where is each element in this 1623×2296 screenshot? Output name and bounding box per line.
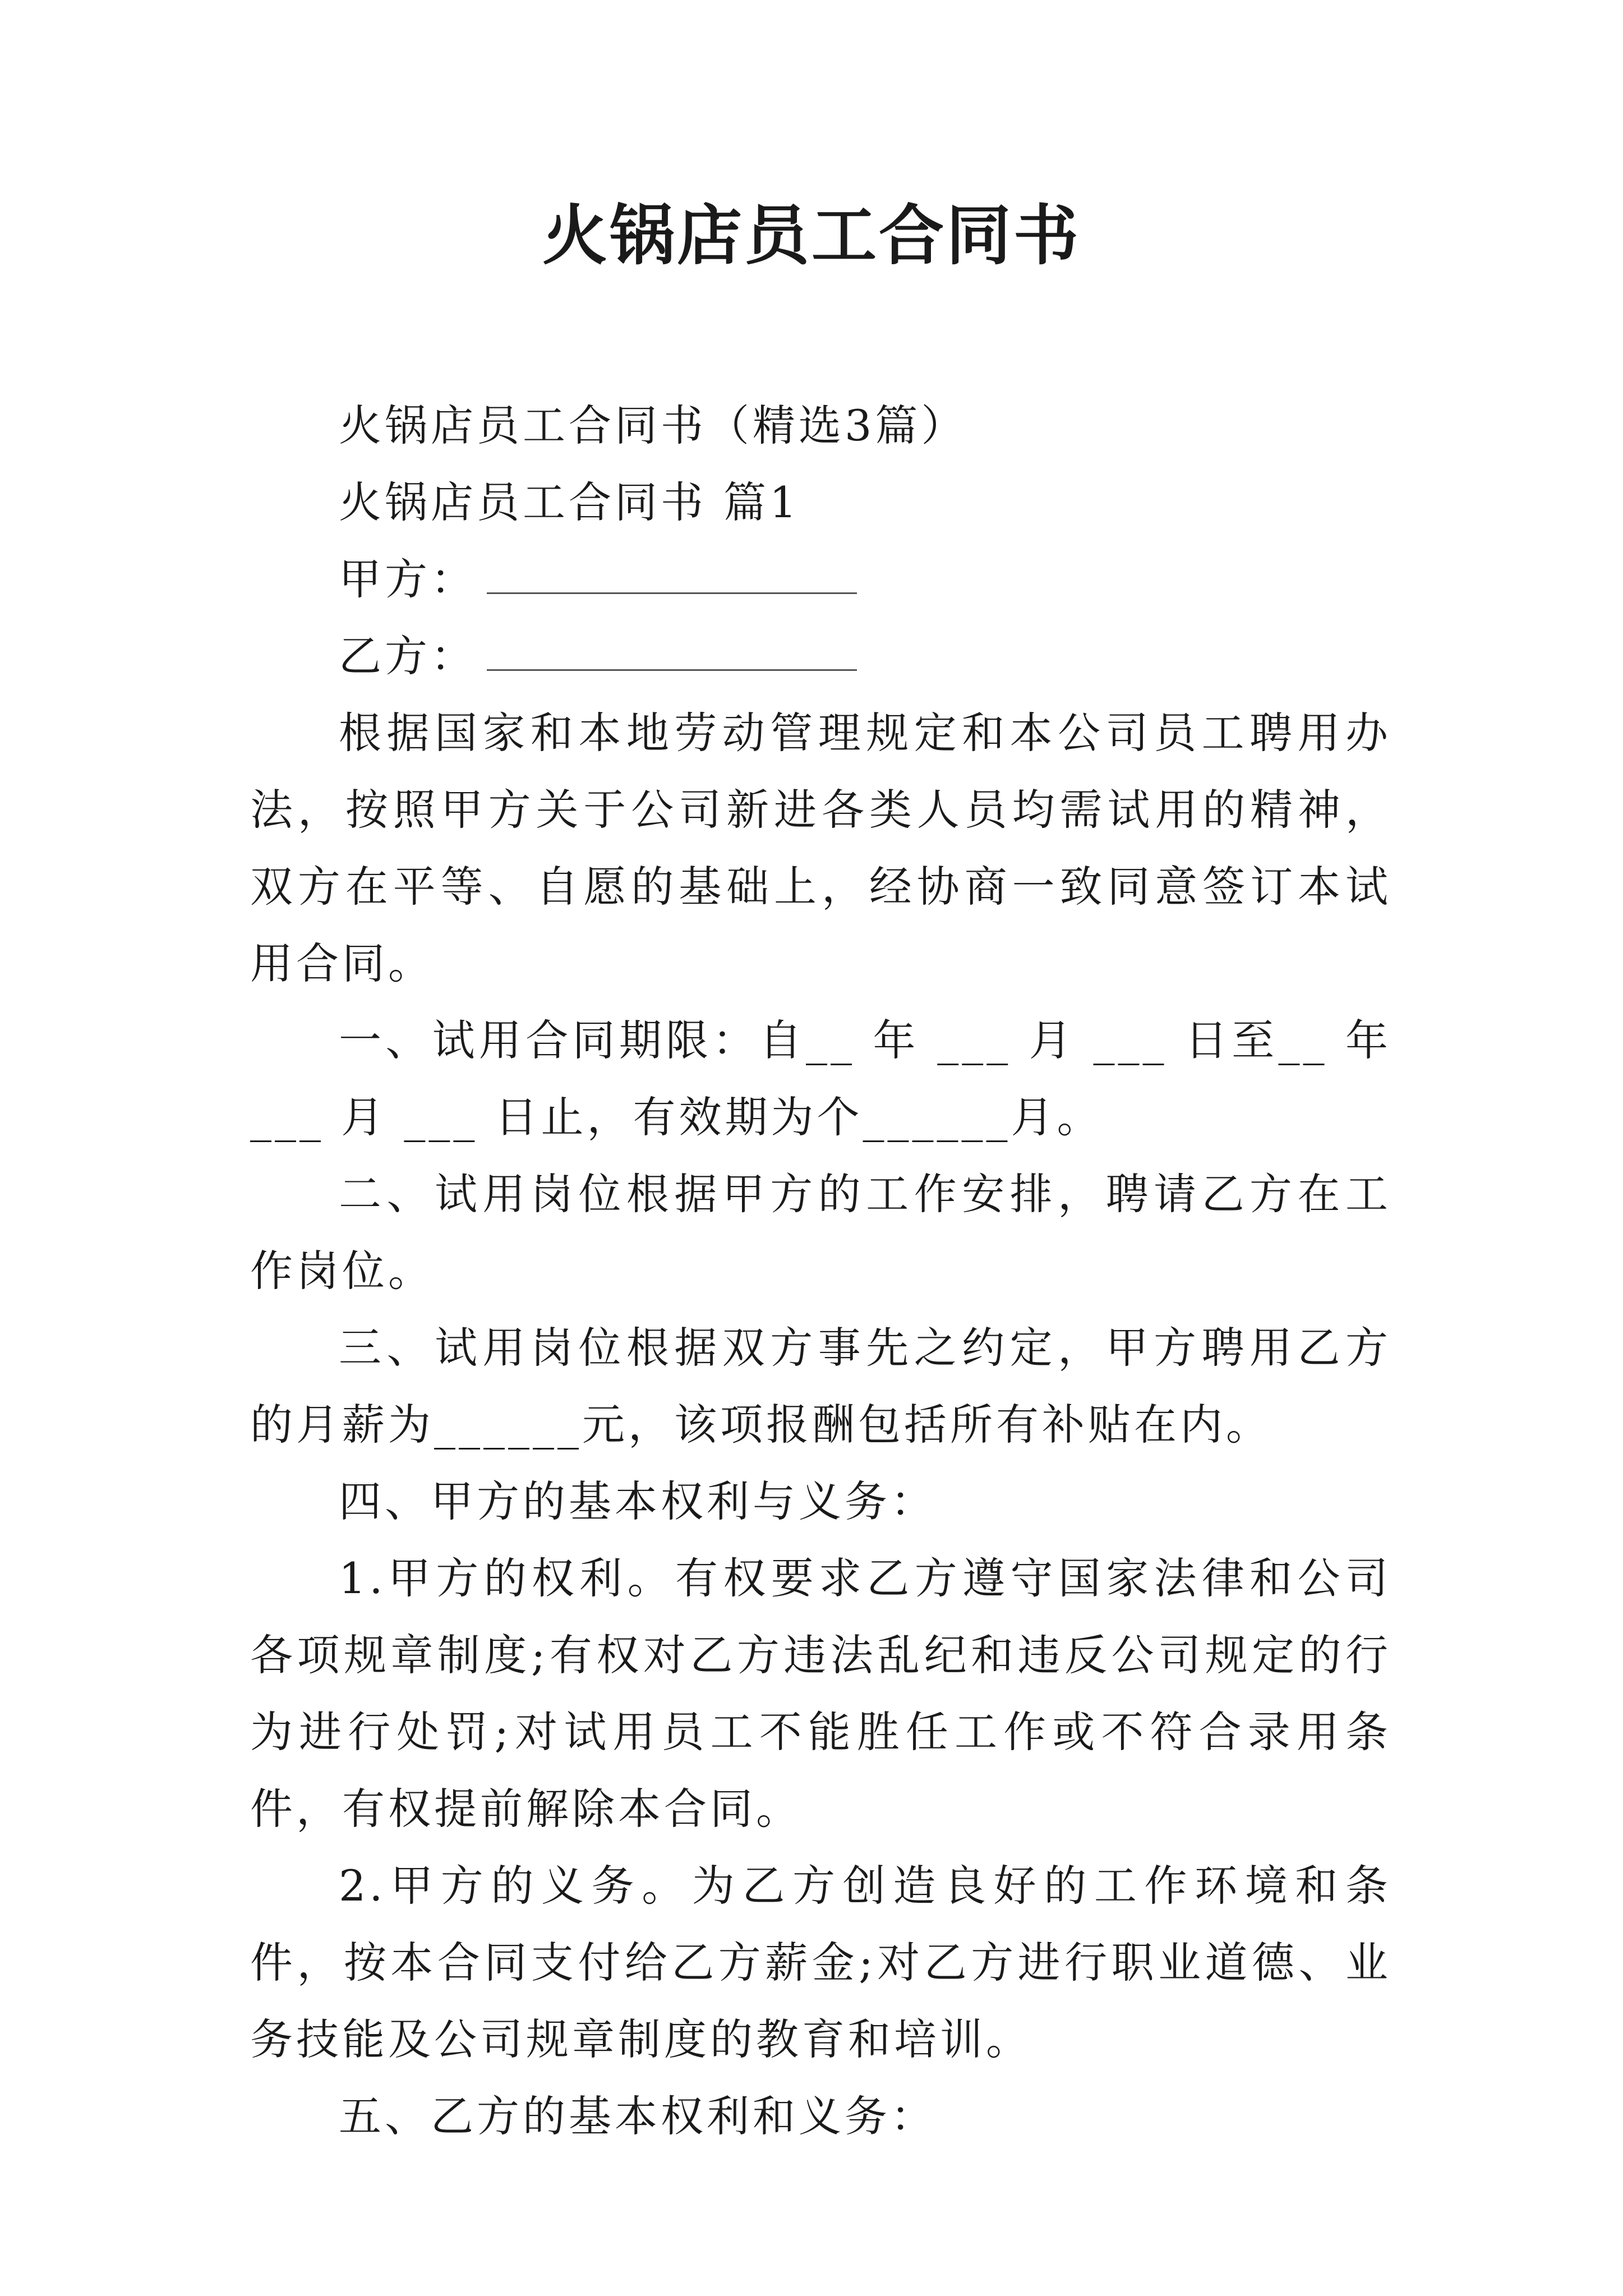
document-title: 火锅店员工合同书	[542, 197, 1081, 274]
paragraph: 根据国家和本地劳动管理规定和本公司员工聘用办法，按照甲方关于公司新进各类人员均需试用的精神，双方在平等、自愿的基础上，经协商一致同意签订本试用合同。	[250, 708, 1391, 988]
paragraph: 五、乙方的基本权利和义务：	[339, 2091, 937, 2141]
party-b-line	[250, 618, 1391, 694]
section-heading: 火锅店员工合同书 篇1	[339, 477, 800, 527]
paragraph: 三、试用岗位根据双方事先之约定，甲方聘用乙方的月薪为______元，该项报酬包括所有补贴在内。	[250, 1323, 1391, 1450]
party-a-line	[250, 541, 1391, 618]
paragraph: 二、试用岗位根据甲方的工作安排，聘请乙方在工作岗位。	[250, 1169, 1391, 1296]
paragraph: 1.甲方的权利。有权要求乙方遵守国家法律和公司各项规章制度;有权对乙方违法乱纪和违反公司规定的行为进行处罚;对试用员工不能胜任工作或不符合录用条件，有权提前解除本合同。	[250, 1553, 1391, 1834]
document-body	[250, 387, 1391, 2155]
party-b-blank	[487, 636, 857, 671]
party-a-label: 甲方：	[339, 554, 477, 604]
paragraph: 2.甲方的义务。为乙方创造良好的工作环境和条件，按本合同支付给乙方薪金;对乙方进行职业道德、业务技能及公司规章制度的教育和培训。	[250, 1861, 1391, 2064]
paragraph: 四、甲方的基本权利与义务：	[339, 1476, 937, 1526]
document-subtitle: 火锅店员工合同书（精选3篇）	[339, 401, 967, 450]
party-a-blank	[487, 559, 857, 594]
paragraph: 一、试用合同期限：自__ 年 ___ 月 ___ 日至__ 年 ___ 月 ___ 日止，有效期为个______月。	[250, 1015, 1391, 1142]
party-b-label: 乙方：	[339, 631, 477, 681]
